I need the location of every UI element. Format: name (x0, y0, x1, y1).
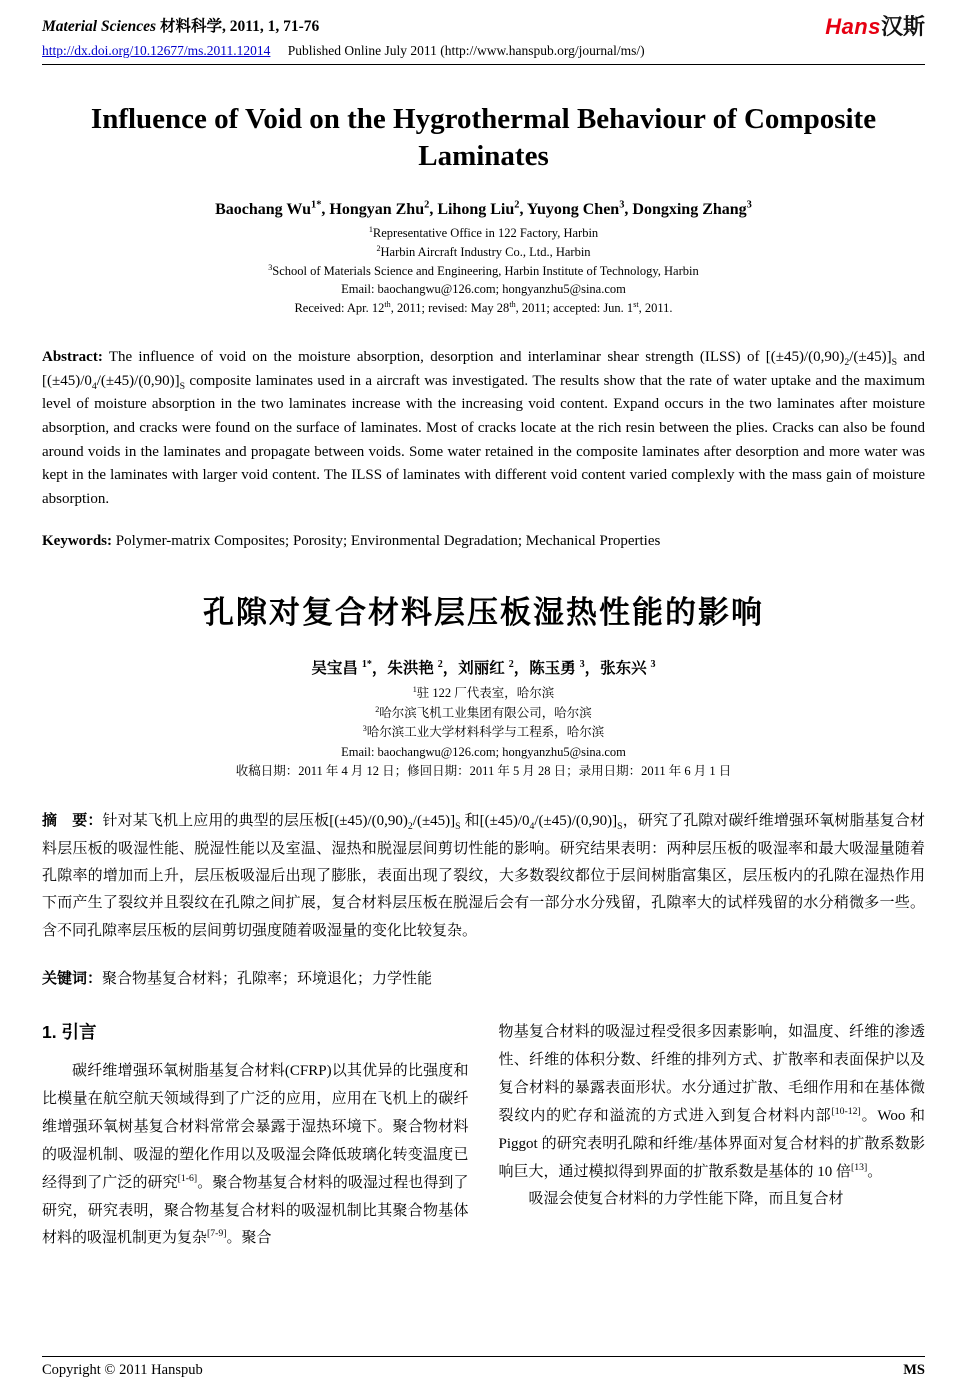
authors-cn: 吴宝昌 $^{1*}$，朱洪艳 $^2$，刘丽红 $^2$，陈玉勇 $^3$，张东兴 $^3$ (311, 659, 656, 678)
abstract-cn (42, 807, 925, 944)
keywords-en (42, 530, 925, 554)
journal-name-en: Material Sciences (42, 18, 157, 35)
affiliation-text: 哈尔滨飞机工业集团有限公司，哈尔滨 (379, 705, 592, 720)
paper-title-en: Influence of Void on the Hygrothermal Behaviour of Composite Laminates (90, 103, 877, 173)
doi-link[interactable]: http://dx.doi.org/10.12677/ms.2011.12014 (42, 43, 271, 58)
keywords-cn-label: 关键词： (42, 969, 103, 987)
journal-header (42, 10, 925, 65)
keywords-cn-text: 聚合物基复合材料；孔隙率；环境退化；力学性能 (102, 970, 433, 987)
affiliation-text: 驻 122 厂代表室，哈尔滨 (416, 686, 555, 701)
abstract-body: The influence of void on the moisture absorption, desorption and interlaminar shear strength (ILSS) of $[(\pm 45)/(0,90)_2/(\pm 45)]_S$ and $[(\pm 45)/0_4/(\pm 45)/(0,90)]_S$ composite laminates used in a aircraft was investigated. The results show that the rate of water uptake and the maximum level of moisture absorption in the two laminates increase with the increasing void content. Expand occurs in the two laminates after moisture absorption, and cracks were found on the surface of laminates. Most of cracks locate at the rich resin between the plies. Cracks can also be found around voids in the laminates and propagate between voids. Some water retained in the composite laminates after desorption and more water was kept in the laminates with larger void content. The ILSS of laminates with different void content varied complexly with the mass gain of moisture absorption. (42, 348, 925, 508)
affiliation-sup: 1 (412, 685, 417, 695)
abstract-cn-label: 摘 要： (42, 812, 103, 830)
doi-line (42, 43, 925, 59)
paper-title-cn: 孔隙对复合材料层压板湿热性能的影响 (203, 595, 764, 631)
affiliation-sup: 3 (362, 724, 367, 734)
affiliation-text: School of Materials Science and Engineering, Harbin Institute of Technology, Harbin (272, 263, 699, 278)
affiliation-text: Representative Office in 122 Factory, Harbin (372, 226, 599, 241)
affiliation-line-2 (42, 243, 925, 262)
journal-title (42, 10, 319, 36)
affiliation-cn-line-2 (42, 704, 925, 723)
affiliations-en (42, 224, 925, 318)
journal-header-row (42, 10, 925, 41)
abstract-cn-body: 针对某飞机上应用的典型的层压板$[(\pm 45)/(0,90)_2/(\pm 45)]_S$ 和$[(\pm 45)/0_4/(\pm 45)/(0,90)]_S$，研究了孔隙对碳纤维增强环氧树脂基复合材料层压板的吸湿性能、脱湿性能以及室温、湿热和脱湿层间剪切性能的影响。研究结果表明：两种层压板的吸湿率和最大吸湿量随着孔隙率的增加而上升，层压板吸湿后出现了膨胀，表面出现了裂纹，大多数裂纹都位于层间树脂富集区，层压板内的孔隙在湿热作用下而产生了裂纹并且裂纹在孔隙之间扩展，复合材料层压板在脱湿后会有一部分水分残留，孔隙率大的试样残留的水分稍微多一些。含不同孔隙率层压板的层间剪切强度随着吸湿量的变化比较复杂。 (42, 813, 925, 939)
received-line: Received: Apr. 12th, 2011; revised: May 28th, 2011; accepted: Jun. 1st, 2011. (294, 300, 673, 316)
footer-divider (42, 1356, 925, 1357)
dates-line-cn: 收稿日期：2011 年 4 月 12 日；修回日期：2011 年 5 月 28 日；录用日期：2011 年 6 月 1 日 (235, 763, 732, 778)
hans-logo-text: Hans (825, 14, 881, 39)
page-footer (42, 1351, 925, 1379)
abstract-en (42, 346, 925, 512)
column-left (42, 1019, 469, 1253)
abstract-label: Abstract: (42, 348, 103, 365)
body-columns (42, 1019, 925, 1253)
hans-logo-cn-text: 汉斯 (880, 14, 925, 39)
published-online-text: Published Online July 2011 (http://www.hanspub.org/journal/ms/) (287, 43, 645, 58)
column-right (499, 1019, 926, 1253)
affiliation-sup: 2 (375, 704, 380, 714)
footer-row (42, 1362, 925, 1379)
header-divider (42, 64, 925, 65)
authors-en: Baochang $Wu^{1*}$, Hongyan Zhu$^2$, Lihong Liu$^2$, Yuyong Chen$^3$, Dongxing Zhang$^3$ (215, 199, 752, 219)
affiliation-line-3 (42, 262, 925, 281)
keywords-text: Polymer-matrix Composites; Porosity; Environmental Degradation; Mechanical Properties (112, 532, 661, 549)
copyright-text: Copyright © 2011 Hanspub (42, 1362, 203, 1378)
journal-issue-info: 材料科学, 2011, 1, 71-76 (156, 18, 320, 35)
keywords-cn (42, 965, 925, 993)
affiliation-cn-line-3 (42, 723, 925, 742)
email-line-cn: Email: baochangwu@126.com; hongyanzhu5@sina.com (341, 744, 626, 759)
affiliation-sup: 2 (376, 243, 381, 253)
affiliation-sup: 1 (368, 225, 373, 235)
keywords-label: Keywords: (42, 532, 112, 549)
affiliations-cn (42, 684, 925, 781)
intro-paragraph-left: 碳纤维增强环氧树脂基复合材料(CFRP)以其优异的比强度和比模量在航空航天领域得到了广泛的应用，应用在飞机上的碳纤维增强环氧树基复合材料常常会暴露于湿热环境下。聚合物材料的吸湿机制、吸湿的塑化作用以及吸湿会降低玻璃化转变温度已经得到了广泛的研究[1-6]。聚合物基复合材料的吸湿过程也得到了研究，研究表明，聚合物基复合材料的吸湿机制比其聚合物基体材料的吸湿机制更为复杂[7-9]。聚合 (42, 1063, 469, 1247)
intro-paragraph-right: 物基复合材料的吸湿过程受很多因素影响，如温度、纤维的渗透性、纤维的体积分数、纤维的排列方式、扩散率和表面保护以及复合材料的暴露表面形状。水分通过扩散、毛细作用和在基体微裂纹内的贮存和溢流的方式进入到复合材料内部[10-12]。Woo 和 Piggot 的研究表明孔隙和纤维/基体界面对复合材料的扩散系数影响巨大，通过模拟得到界面的扩散系数是基体的 10 倍[13]。 (498, 1024, 925, 1180)
journal-abbreviation: MS (903, 1362, 925, 1378)
affiliation-sup: 3 (268, 262, 273, 272)
intro-paragraph-right-2: 吸湿会使复合材料的力学性能下降，而且复合材 (528, 1191, 844, 1208)
affiliation-cn-line-1 (42, 684, 925, 703)
affiliation-text: Harbin Aircraft Industry Co., Ltd., Harbin (380, 244, 591, 259)
affiliation-text: 哈尔滨工业大学材料科学与工程系，哈尔滨 (366, 725, 605, 740)
affiliation-line-1 (42, 224, 925, 243)
section-1-heading: 1. 引言 (42, 1022, 97, 1043)
email-line-en: Email: baochangwu@126.com; hongyanzhu5@sina.com (341, 282, 626, 297)
hans-publisher-logo (825, 10, 925, 41)
